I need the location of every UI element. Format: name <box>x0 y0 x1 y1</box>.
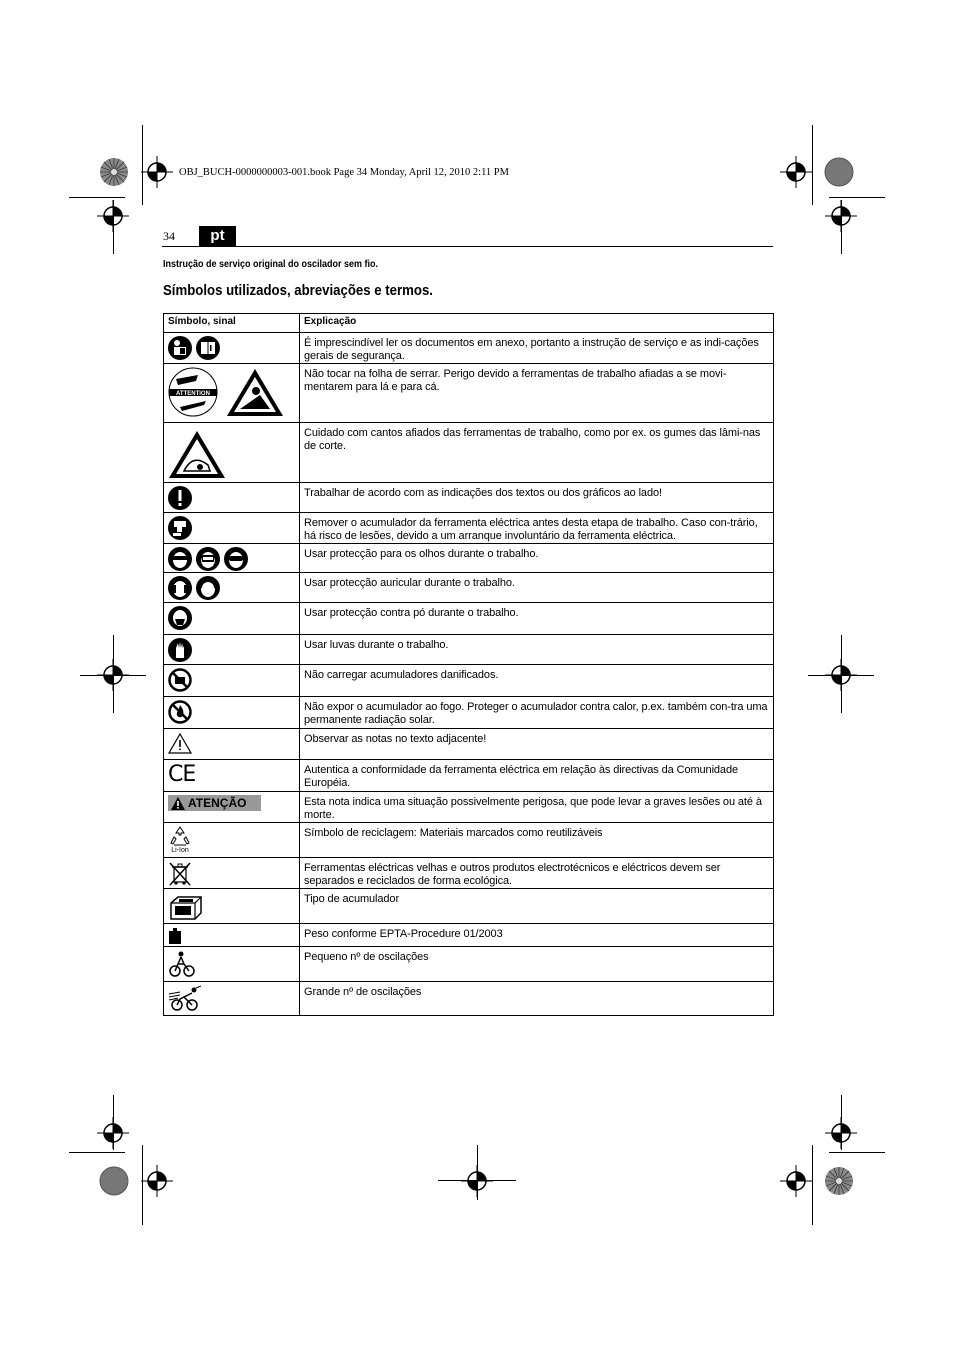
book-info: OBJ_BUCH-0000000003-001.book Page 34 Monday, April 12, 2010 2:11 PM <box>179 167 509 178</box>
slow-cyclist-icon <box>168 950 196 978</box>
table-row <box>164 333 774 364</box>
warning-sharp-edges-icon <box>168 429 226 479</box>
row-text: Grande nº de oscilações <box>300 982 774 1016</box>
table-row <box>164 697 774 729</box>
row-text: Peso conforme EPTA-Procedure 01/2003 <box>300 924 774 947</box>
gloves-icon <box>168 638 192 662</box>
mandatory-exclamation-icon <box>168 486 192 510</box>
no-damaged-battery-icon <box>168 668 192 692</box>
table-row <box>164 544 774 573</box>
page-number: 34 <box>163 229 175 243</box>
safety-goggles-icon <box>224 547 248 571</box>
weight-icon <box>168 928 182 944</box>
header-symbol: Símbolo, sinal <box>164 314 300 333</box>
ear-protection-icon <box>168 576 192 600</box>
attention-label-text: ATENÇÃO <box>188 796 247 810</box>
row-text: Usar luvas durante o trabalho. <box>300 635 774 665</box>
battery-pack-icon <box>168 891 204 923</box>
crossed-bin-icon <box>168 861 192 887</box>
warning-sharp-tool-icon <box>226 367 284 417</box>
ce-mark-icon: CE <box>168 762 196 787</box>
table-row <box>164 760 774 792</box>
table-row <box>164 858 774 889</box>
section-title: Símbolos utilizados, abreviações e termos. <box>163 282 433 299</box>
table-row <box>164 635 774 665</box>
table-header-row <box>164 314 774 333</box>
table-row <box>164 924 774 947</box>
table-row <box>164 573 774 603</box>
header-explanation: Explicação <box>300 314 774 333</box>
warning-triangle-icon <box>168 732 192 754</box>
symbols-table <box>163 313 774 1016</box>
fast-cyclist-icon <box>168 985 202 1013</box>
header-rule <box>162 246 773 247</box>
li-ion-label: Li-Ion <box>171 847 189 854</box>
row-text: Não carregar acumuladores danificados. <box>300 665 774 697</box>
row-text: Cuidado com cantos afiados das ferramentas de trabalho, como por ex. os gumes das lâmi-nas de corte. <box>300 423 774 483</box>
row-text: Não expor o acumulador ao fogo. Proteger o acumulador contra calor, p.ex. também con-tra uma permanente radiação solar. <box>300 697 774 729</box>
attention-label <box>168 795 261 811</box>
table-row <box>164 603 774 635</box>
dust-mask-icon <box>168 606 192 630</box>
row-text: Pequeno nº de oscilações <box>300 947 774 982</box>
row-text: Usar protecção auricular durante o trabalho. <box>300 573 774 603</box>
row-text: Usar protecção para os olhos durante o trabalho. <box>300 544 774 573</box>
row-text: Tipo de acumulador <box>300 889 774 924</box>
table-row <box>164 364 774 423</box>
table-row <box>164 423 774 483</box>
table-row <box>164 823 774 858</box>
manual-book-icon <box>196 336 220 360</box>
row-text: Usar protecção contra pó durante o trabalho. <box>300 603 774 635</box>
remove-battery-icon <box>168 516 192 540</box>
row-text: Símbolo de reciclagem: Materiais marcados como reutilizáveis <box>300 823 774 858</box>
table-row <box>164 665 774 697</box>
table-row <box>164 889 774 924</box>
table-row <box>164 513 774 544</box>
table-row <box>164 483 774 513</box>
table-row <box>164 947 774 982</box>
table-row <box>164 729 774 760</box>
row-text: Trabalhar de acordo com as indicações dos textos ou dos gráficos ao lado! <box>300 483 774 513</box>
read-manual-icon <box>168 336 192 360</box>
row-text: Ferramentas eléctricas velhas e outros produtos electrotécnicos e eléctricos devem ser separados e reciclados de forma ecológica. <box>300 858 774 889</box>
row-text: Remover o acumulador da ferramenta eléctrica antes desta etapa de trabalho. Caso con-trário, há risco de lesões, devido a um arranque involuntário da ferramenta eléctrica. <box>300 513 774 544</box>
row-text: Não tocar na folha de serrar. Perigo devido a ferramentas de trabalho afiadas a se movi-mentarem para lá e para cá. <box>300 364 774 423</box>
recycling-li-ion-icon <box>168 825 192 854</box>
language-tab: pt <box>199 226 236 246</box>
table-row <box>164 982 774 1016</box>
document-subtitle: Instrução de serviço original do oscilador sem fio. <box>163 259 379 270</box>
eye-protection-icon <box>168 547 192 571</box>
table-row <box>164 792 774 823</box>
no-fire-icon <box>168 700 192 724</box>
earmuff-icon <box>196 576 220 600</box>
row-text: É imprescindível ler os documentos em anexo, portanto a instrução de serviço e as indi-cações gerais de segurança. <box>300 333 774 364</box>
row-text: Esta nota indica uma situação possivelmente perigosa, que pode levar a graves lesões ou até à morte. <box>300 792 774 823</box>
face-shield-icon <box>196 547 220 571</box>
row-text: Autentica a conformidade da ferramenta eléctrica em relação às directivas da Comunidade Européia. <box>300 760 774 792</box>
recycling-icon <box>168 825 192 847</box>
attention-saw-blade-icon <box>168 367 218 417</box>
warning-small-icon <box>171 797 185 810</box>
row-text: Observar as notas no texto adjacente! <box>300 729 774 760</box>
attention-badge-text: ATTENTION <box>176 391 210 397</box>
